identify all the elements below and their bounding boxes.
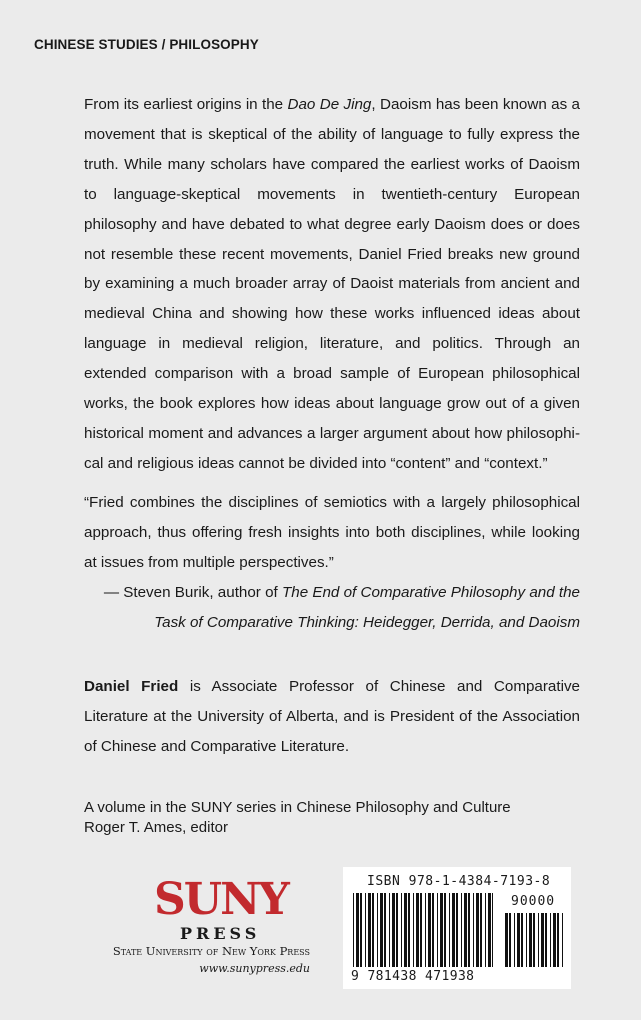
category-label: CHINESE STUDIES / PHILOSOPHY (34, 37, 259, 52)
barcode-bar (557, 913, 559, 967)
barcode-bar (389, 893, 390, 967)
barcode-bar (456, 893, 458, 967)
isbn-label: ISBN 978-1-4384-7193-8 (367, 874, 551, 889)
barcode-bar (488, 893, 491, 967)
series-line: A volume in the SUNY series in Chinese Philosophy and Culture (84, 799, 511, 816)
barcode-bar (529, 913, 532, 967)
publisher-url: www.sunypress.edu (199, 962, 310, 975)
author-name: Daniel Fried (84, 678, 179, 695)
barcode-bar (449, 893, 450, 967)
description-text-start: From its earliest origins in the (84, 96, 288, 113)
barcode-bar (505, 913, 508, 967)
attribution-prefix: — Steven Burik, author of (103, 584, 282, 601)
barcode-bar (492, 893, 493, 967)
barcode-bar (377, 893, 378, 967)
barcode-bar (413, 893, 414, 967)
barcode-bar (392, 893, 395, 967)
barcode-digits: 9 781438 471938 (351, 969, 475, 984)
barcode-bar (526, 913, 527, 967)
barcode-bar (396, 893, 398, 967)
barcode-bar (432, 893, 434, 967)
barcode-bar (553, 913, 556, 967)
quote-attribution (84, 578, 580, 638)
barcode-bar (365, 893, 366, 967)
barcode-bar (521, 913, 523, 967)
barcode-bar (485, 893, 486, 967)
barcode-bar (353, 893, 354, 967)
book-title-italic: Dao De Jing (287, 96, 372, 113)
barcode-bar (473, 893, 474, 967)
barcode-bar (461, 893, 462, 967)
barcode-bar (404, 893, 407, 967)
barcode-bar (444, 893, 446, 967)
barcode-bar (408, 893, 410, 967)
barcode-bar (428, 893, 431, 967)
barcode-bar (425, 893, 426, 967)
price-code: 90000 (511, 894, 556, 909)
barcode-bar (401, 893, 402, 967)
barcode-bar (545, 913, 547, 967)
barcode-bar (517, 913, 520, 967)
publisher-name: State University of New York Press (112, 944, 310, 958)
isbn-barcode (343, 867, 571, 989)
barcode-bar (368, 893, 371, 967)
barcode-bar (538, 913, 539, 967)
barcode-bar (380, 893, 383, 967)
suny-logo-text: SUNY (154, 874, 288, 925)
barcode-bar (360, 893, 362, 967)
barcode-bar (509, 913, 511, 967)
barcode-bar (420, 893, 422, 967)
barcode-bar (541, 913, 544, 967)
author-bio-text: is Associate Professor of Chinese and Comparative Literature at the University of Alberta, and is President of the Association of Chinese and Comparative Literature. (84, 678, 581, 755)
barcode-bar (476, 893, 479, 967)
barcode-bar (440, 893, 443, 967)
description-paragraph (84, 90, 580, 479)
barcode-bar (437, 893, 438, 967)
barcode-bar (464, 893, 467, 967)
barcode-bar (384, 893, 386, 967)
barcode-bar (514, 913, 515, 967)
attribution-book-title: The End of Comparative Philosophy and the Task of Comparative Thinking: Heidegger, Derrida, and Daoism (154, 584, 580, 631)
barcode-bar (416, 893, 419, 967)
review-quote: “Fried combines the disciplines of semiotics with a largely philosophical approach, thus offering fresh insights into both disciplines, while looking at issues from multiple perspectives.” (84, 494, 580, 571)
series-info (84, 798, 564, 838)
description-text-rest: , Daoism has been known as a movement that is skeptical of the ability of language to fully express the truth. While many scholars have compared the earliest works of Daoism to language-skeptical movements in twentieth-century European philosophy and have debated to what degree early Daoism does or does not resemble these recent movements, Daniel Fried breaks new ground by examining a much broader array of Daoist materials from ancient and medieval China and showing how these works influenced ideas about language in medieval religion, literature, and politics. Through an extended comparison with a broad sample of European philosophical works, the book explores how ideas about language grow out of a given historical moment and advances a larger argument about how philosophical and religious ideas cannot be divided into “content” and “context.” (84, 96, 580, 472)
barcode-bar (533, 913, 535, 967)
barcode-bar (468, 893, 470, 967)
series-editor: Roger T. Ames, editor (84, 819, 228, 836)
press-logo-text: PRESS (180, 924, 261, 943)
barcode-bar (356, 893, 359, 967)
barcode-bar (452, 893, 455, 967)
author-bio (84, 672, 580, 762)
barcode-bar (480, 893, 482, 967)
barcode-bar (562, 913, 563, 967)
barcode-bar (372, 893, 374, 967)
barcode-bar (550, 913, 551, 967)
